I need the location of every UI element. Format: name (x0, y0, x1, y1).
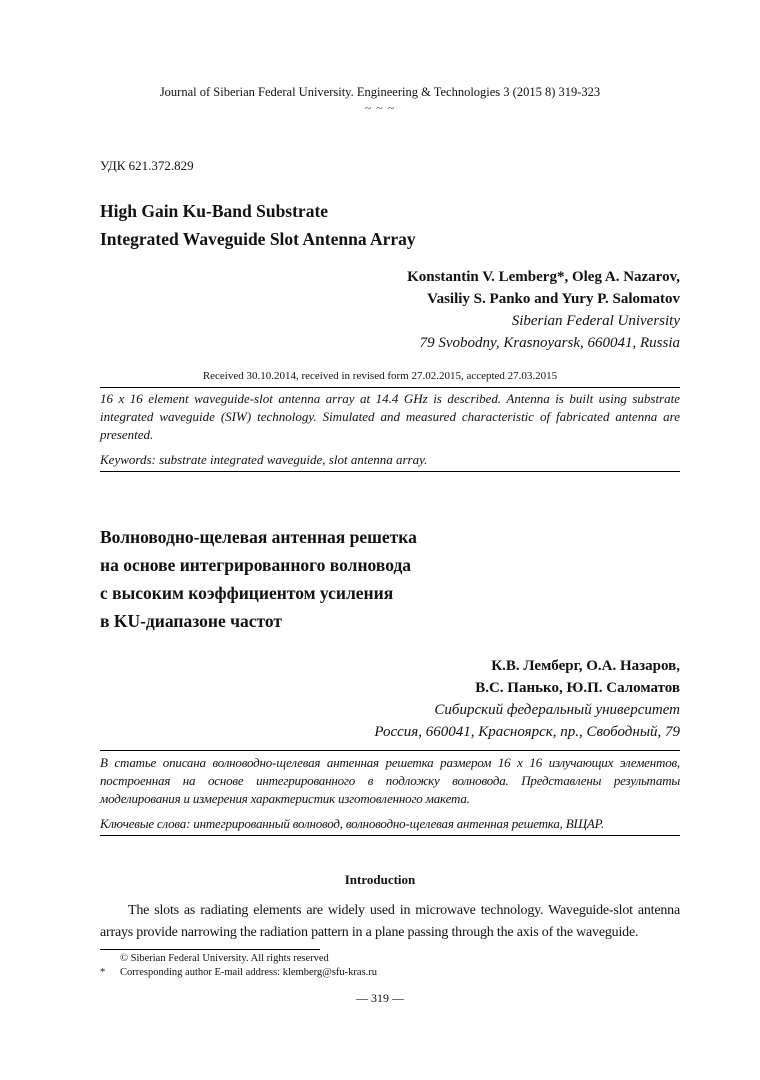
footnote-rule (100, 949, 320, 950)
abstract-top-rule (100, 387, 680, 388)
footnote-mark: * (100, 967, 106, 978)
introduction-paragraph: The slots as radiating elements are widely used in microwave technology. Waveguide-slot antenna arrays provide narrowing the radiation pattern in a plane passing through the axis of the waveguide. (100, 903, 680, 940)
abstract-bottom-rule (100, 471, 680, 472)
russian-authors-block (374, 655, 680, 743)
english-abstract: 16 x 16 element waveguide-slot antenna array at 14.4 GHz is described. Antenna is built using substrate integrated waveguide (SIW) technology. Simulated and measured characteristic of fabricated antenna are presented. (100, 391, 680, 442)
russian-abstract: В статье описана волноводно-щелевая антенная решетка размером 16 х 16 излучающих элементов, построенная на основе интегрированного в подложку волновода. Представлены результаты моделирования и измерения характеристик изготовленного макета. (100, 755, 680, 806)
russian-abstract-top-rule (100, 750, 680, 751)
copyright-footnote: © Siberian Federal University. All rights reserved (120, 953, 329, 964)
corresponding-footnote: Corresponding author E-mail address: klemberg@sfu-kras.ru (120, 967, 378, 978)
english-title-line: High Gain Ku-Band Substrate (100, 201, 329, 221)
header-ornament: ~ ~ ~ (364, 101, 396, 115)
page-number: — 319 — (356, 991, 404, 1005)
russian-title (100, 523, 417, 635)
russian-title-line: на основе интегрированного волновода (100, 555, 412, 575)
introduction-heading: Introduction (344, 872, 416, 887)
footnotes (100, 952, 377, 980)
russian-title-line: Волноводно-щелевая антенная решетка (100, 527, 417, 547)
russian-affiliation: Сибирский федеральный университет (434, 702, 680, 718)
english-authors-block (407, 266, 680, 354)
russian-keywords: Ключевые слова: интегрированный волновод, волноводно-щелевая антенная решетка, ВЩАР. (100, 816, 605, 831)
english-keywords: Keywords: substrate integrated waveguide, slot antenna array. (100, 452, 428, 467)
english-title-line: Integrated Waveguide Slot Antenna Array (100, 229, 416, 249)
russian-address: Россия, 660041, Красноярск, пр., Свободный, 79 (374, 724, 680, 740)
russian-title-line: в KU-диапазоне частот (100, 611, 282, 631)
english-title (100, 197, 416, 253)
russian-abstract-bottom-rule (100, 835, 680, 836)
journal-header: Journal of Siberian Federal University. Engineering & Technologies 3 (2015 8) 319-323 (159, 85, 601, 99)
russian-authors-line: В.С. Панько, Ю.П. Саломатов (475, 680, 680, 696)
russian-authors-line: К.В. Лемберг, О.А. Назаров, (491, 658, 680, 674)
russian-title-line: с высоким коэффициентом усиления (100, 583, 394, 603)
english-authors-line: Konstantin V. Lemberg*, Oleg A. Nazarov, (407, 269, 680, 285)
udc-code: УДК 621.372.829 (100, 158, 194, 173)
english-address: 79 Svobodny, Krasnoyarsk, 660041, Russia (419, 335, 680, 351)
received-dates: Received 30.10.2014, received in revised form 27.02.2015, accepted 27.03.2015 (202, 370, 558, 382)
english-authors-line: Vasiliy S. Panko and Yury P. Salomatov (427, 291, 680, 307)
english-affiliation: Siberian Federal University (511, 313, 680, 329)
